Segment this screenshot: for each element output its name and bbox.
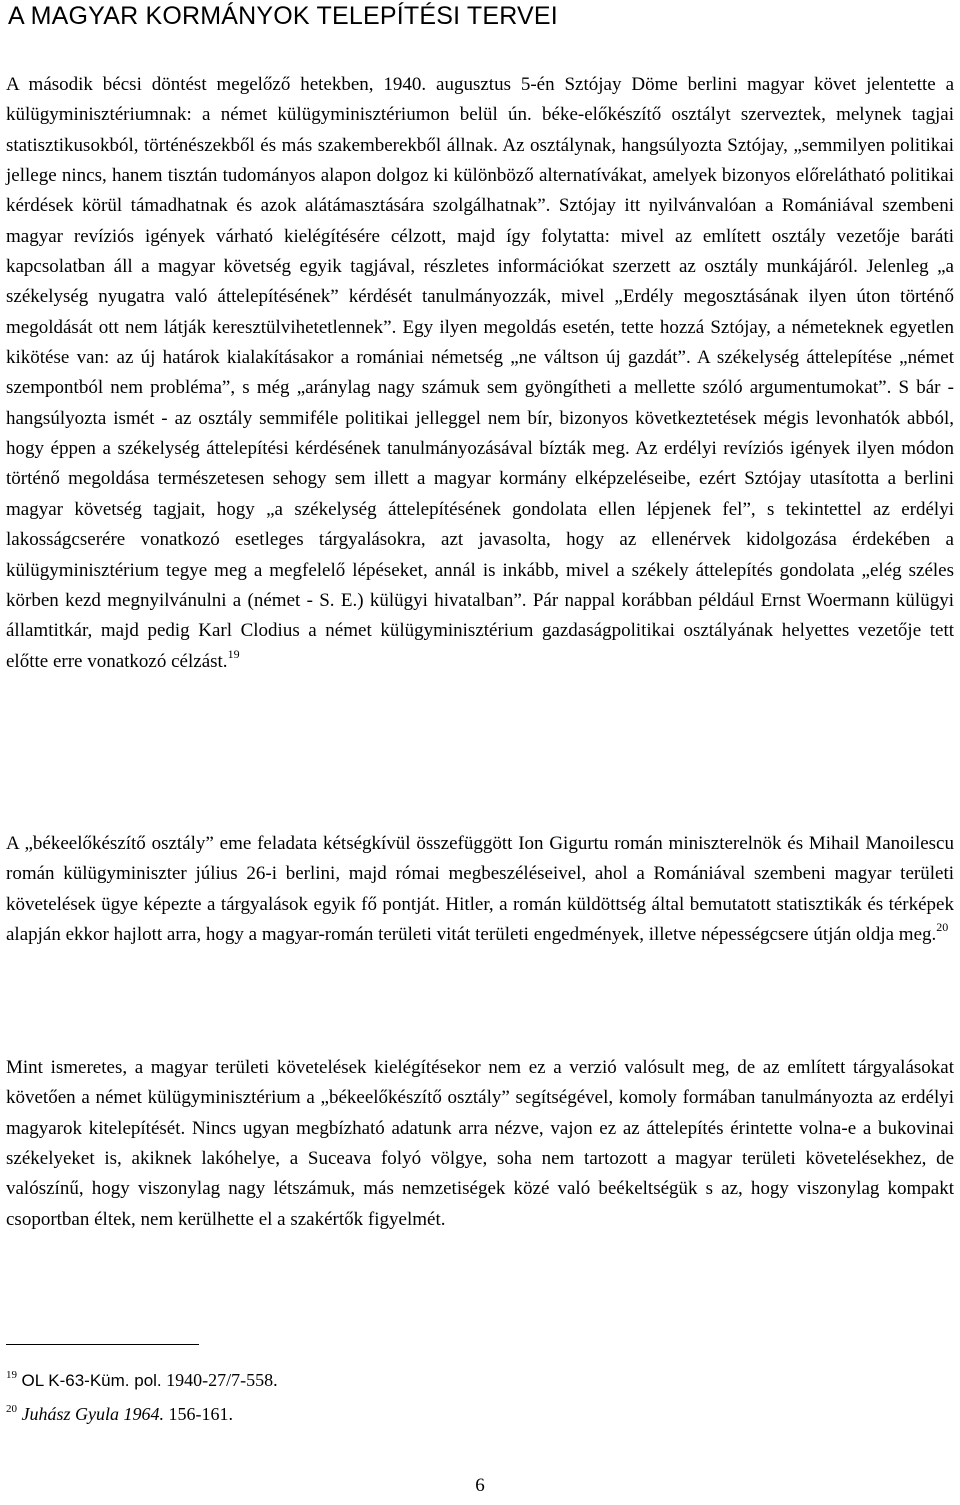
- page-number: 6: [475, 1475, 485, 1496]
- footnote-number: 19: [6, 1369, 17, 1381]
- footnote-reference: 1940-27/7-558.: [161, 1370, 278, 1390]
- paragraph-2: [6, 829, 954, 950]
- page-title: A MAGYAR KORMÁNYOK TELEPÍTÉSI TERVEI: [8, 2, 558, 30]
- footnote-divider: [6, 1344, 199, 1345]
- footnote-19: [6, 1370, 278, 1391]
- footnote-ref-19[interactable]: 19: [227, 646, 240, 661]
- footnote-ref-20[interactable]: 20: [936, 920, 949, 935]
- paragraph-3: [6, 1053, 954, 1235]
- footnote-number: 20: [6, 1403, 17, 1415]
- paragraph-3-text: Mint ismeretes, a magyar területi követelések kielégítésekor nem ez a verzió valósult meg, de az említett tárgyalásokat követően a német külügyminisztérium a „békeelőkészítő osztály” segítségével, komoly formában tanulmányozta az erdélyi magyarok kitelepítését. Nincs ugyan megbízható adatunk arra nézve, vajon ez az áttelepítés érintette volna-e a bukovinai székelyeket is, akiknek lakóhelye, a Suceava folyó völgye, soha nem tartozott a magyar területi követelésekhez, de valószínű, hogy viszonylag nagy létszámuk, más nemzetiségek közé való beékeltségük s az, hogy viszonylag kompakt csoportban éltek, nem kerülhette el a szakértők figyelmét.: [6, 1057, 954, 1230]
- footnote-author: Juhász Gyula 1964.: [21, 1404, 164, 1424]
- paragraph-1-text: A második bécsi döntést megelőző hetekben, 1940. augusztus 5-én Sztójay Döme berlini magyar követ jelentette a külügyminisztériumnak: a német külügyminisztériumon belül ún. béke-előkészítő osztályt szerveztek, melynek tagjai statisztikusokból, történészekből és más szakemberekből állnak. Az osztálynak, hangsúlyozta Sztójay, „semmilyen politikai jellege nincs, hanem tisztán tudományos alapon dolgoz ki különböző alternatívákat, amelyek bizonyos előrelátható politikai kérdések körül támadhatnak és azok alátámasztására szolgálhatnak”. Sztójay itt nyilvánvalóan a Romániával szembeni magyar revíziós igények várható kielégítésére célzott, majd így folytatta: mivel az említett osztály vezetője baráti kapcsolatban áll a magyar követség egyik tagjával, részletes információkat szerzett az osztály munkájáról. Jelenleg „a székelység nyugatra való áttelepítésének” kérdését tanulmányozzák, mivel „Erdély megosztásának ilyen úton történő megoldását ott nem látják keresztülvihetetlennek”. Egy ilyen megoldás esetén, tette hozzá Sztójay, a németeknek egyetlen kikötése van: az új határok kialakításakor a romániai németség „ne váltson új gazdát”. A székelység áttelepítése „német szempontból nem probléma”, s még „aránylag nagy számuk sem gyöngítheti a mellette szóló argumentumokat”. S bár - hangsúlyozta ismét - az osztály semmiféle politikai jelleggel nem bír, bizonyos következtetések mégis levonhatók abból, hogy éppen a székelység áttelepítési kérdésének tanulmányozásával bízták meg. Az erdélyi revíziós igények ilyen módon történő megoldása természetesen sehogy sem illett a magyar kormány elképzeléseibe, ezért Sztójay utasította a berlini magyar követség tagjait, hogy „a székelység áttelepítésének gondolata ellen lépjenek fel”, s tekintettel az erdélyi lakosságcserére vonatkozó esetleges tárgyalásokra, azt javasolta, hogy az ellenérvek kidolgozása érdekében a külügyminisztérium tegye meg a megfelelő lépéseket, annál is inkább, mivel a székely áttelepítés gondolata „elég széles körben kezd megnyilvánulni a (német - S. E.) külügyi hivatalban”. Pár nappal korábban például Ernst Woermann külügyi államtitkár, majd pedig Karl Clodius a német külügyminisztérium gazdaságpolitikai osztályának helyettes vezetője tett előtte erre vonatkozó célzást.: [6, 74, 954, 672]
- footnote-reference: 156-161.: [164, 1404, 233, 1424]
- paragraph-1: [6, 70, 954, 677]
- paragraph-2-text: A „békeelőkészítő osztály” eme feladata kétségkívül összefüggött Ion Gigurtu román miniszterelnök és Mihail Manoilescu román külügyminiszter július 26-i berlini, majd római megbeszéléseivel, ahol a Romániával szembeni magyar területi követelések ügye képezte a tárgyalások egyik fő pontját. Hitler, a román küldöttség által bemutatott statisztikák és térképek alapján ekkor hajlott arra, hogy a magyar-román területi vitát területi engedmények, illetve népességcsere útján oldja meg.: [6, 833, 954, 946]
- footnote-20: [6, 1404, 233, 1425]
- footnote-source: OL K-63-Küm. pol.: [21, 1371, 162, 1390]
